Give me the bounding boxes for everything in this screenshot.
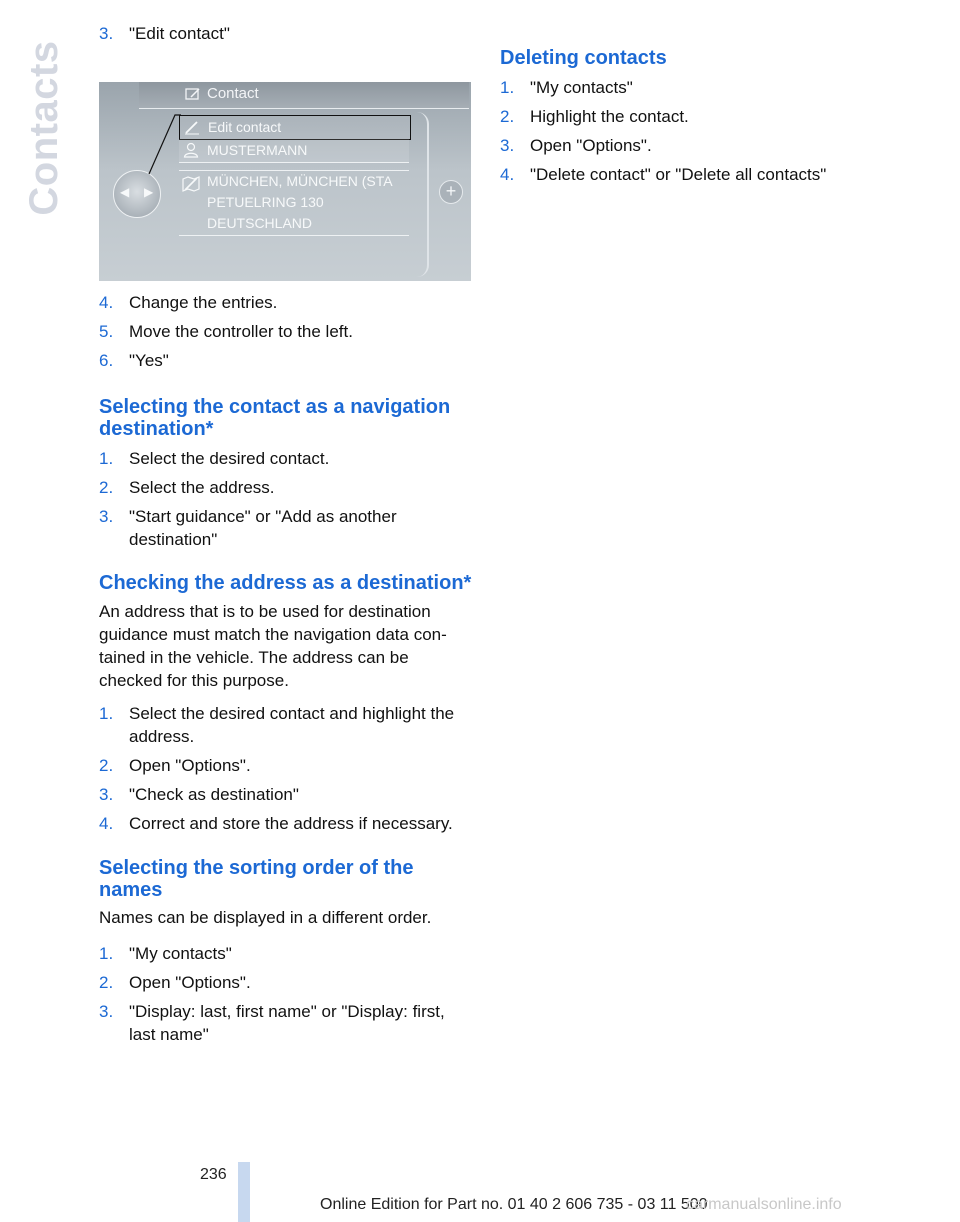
menu-item-name[interactable]: MUSTERMANN — [179, 139, 409, 163]
heading-deleting: Deleting contacts — [500, 47, 667, 69]
list-item: 5. Move the controller to the left. — [99, 322, 353, 341]
list-item: 3. "Check as destination" — [99, 785, 299, 804]
step-list-nav-destination — [99, 447, 471, 557]
list-item: 6. "Yes" — [99, 351, 169, 370]
list-item: 1. Select the desired contact. — [99, 449, 330, 468]
plus-icon[interactable]: + — [439, 180, 463, 204]
screen-title: Contact — [207, 85, 259, 102]
list-item: 2. Open "Options". — [99, 756, 251, 775]
step-list-sorting — [99, 942, 471, 1052]
list-item: 1. Select the desired contact and highlight the address. — [99, 704, 455, 746]
step-list-edit — [99, 22, 471, 51]
step-list-deleting — [500, 76, 872, 192]
list-item: 1. "My contacts" — [500, 78, 633, 97]
list-item: 2. Select the address. — [99, 478, 275, 497]
step-list-after-figure — [99, 291, 471, 378]
idrive-screenshot — [99, 82, 471, 281]
list-item: 3. "Start guidance" or "Add as another destination" — [99, 507, 397, 549]
heading-nav-destination: Selecting the contact as a navigation destination* — [99, 396, 451, 440]
paragraph-sorting: Names can be displayed in a different order. — [99, 908, 432, 927]
page-number: 236 — [200, 1166, 227, 1183]
menu-item-address[interactable]: MÜNCHEN, MÜNCHEN (STA PETUELRING 130 DEUTSCHLAND — [179, 170, 409, 236]
list-item: 2. Highlight the contact. — [500, 107, 689, 126]
list-item: 3. "Edit contact" — [99, 24, 230, 43]
side-tab-label: Contacts — [22, 40, 66, 216]
list-item: 3. "Display: last, first name" or "Display: first, last name" — [99, 1002, 445, 1044]
list-item: 4. Change the entries. — [99, 293, 278, 312]
heading-check-address: Checking the address as a destination* — [99, 572, 472, 594]
callout-leader-line — [99, 82, 471, 281]
arrow-left-icon: ◀ — [120, 185, 130, 199]
list-item: 2. Open "Options". — [99, 973, 251, 992]
arrow-right-icon: ▶ — [144, 185, 154, 199]
menu-item-edit-contact[interactable]: Edit contact — [179, 115, 411, 140]
paragraph-check-address: An address that is to be used for destination guidance must match the navigation data contained in the vehicle. The address can be checked for this purpose. — [99, 602, 447, 690]
side-tab — [24, 38, 64, 218]
list-item: 1. "My contacts" — [99, 944, 232, 963]
list-item: 4. "Delete contact" or "Delete all contacts" — [500, 165, 827, 184]
list-item: 3. Open "Options". — [500, 136, 652, 155]
step-list-check-address — [99, 702, 471, 841]
watermark: carmanualsonline.info — [686, 1196, 842, 1213]
list-item: 4. Correct and store the address if necessary. — [99, 814, 453, 833]
edition-note: Online Edition for Part no. 01 40 2 606 735 - 03 11 500 — [320, 1196, 708, 1213]
footer-bar — [238, 1162, 250, 1222]
heading-sorting: Selecting the sorting order of the names — [99, 857, 414, 901]
